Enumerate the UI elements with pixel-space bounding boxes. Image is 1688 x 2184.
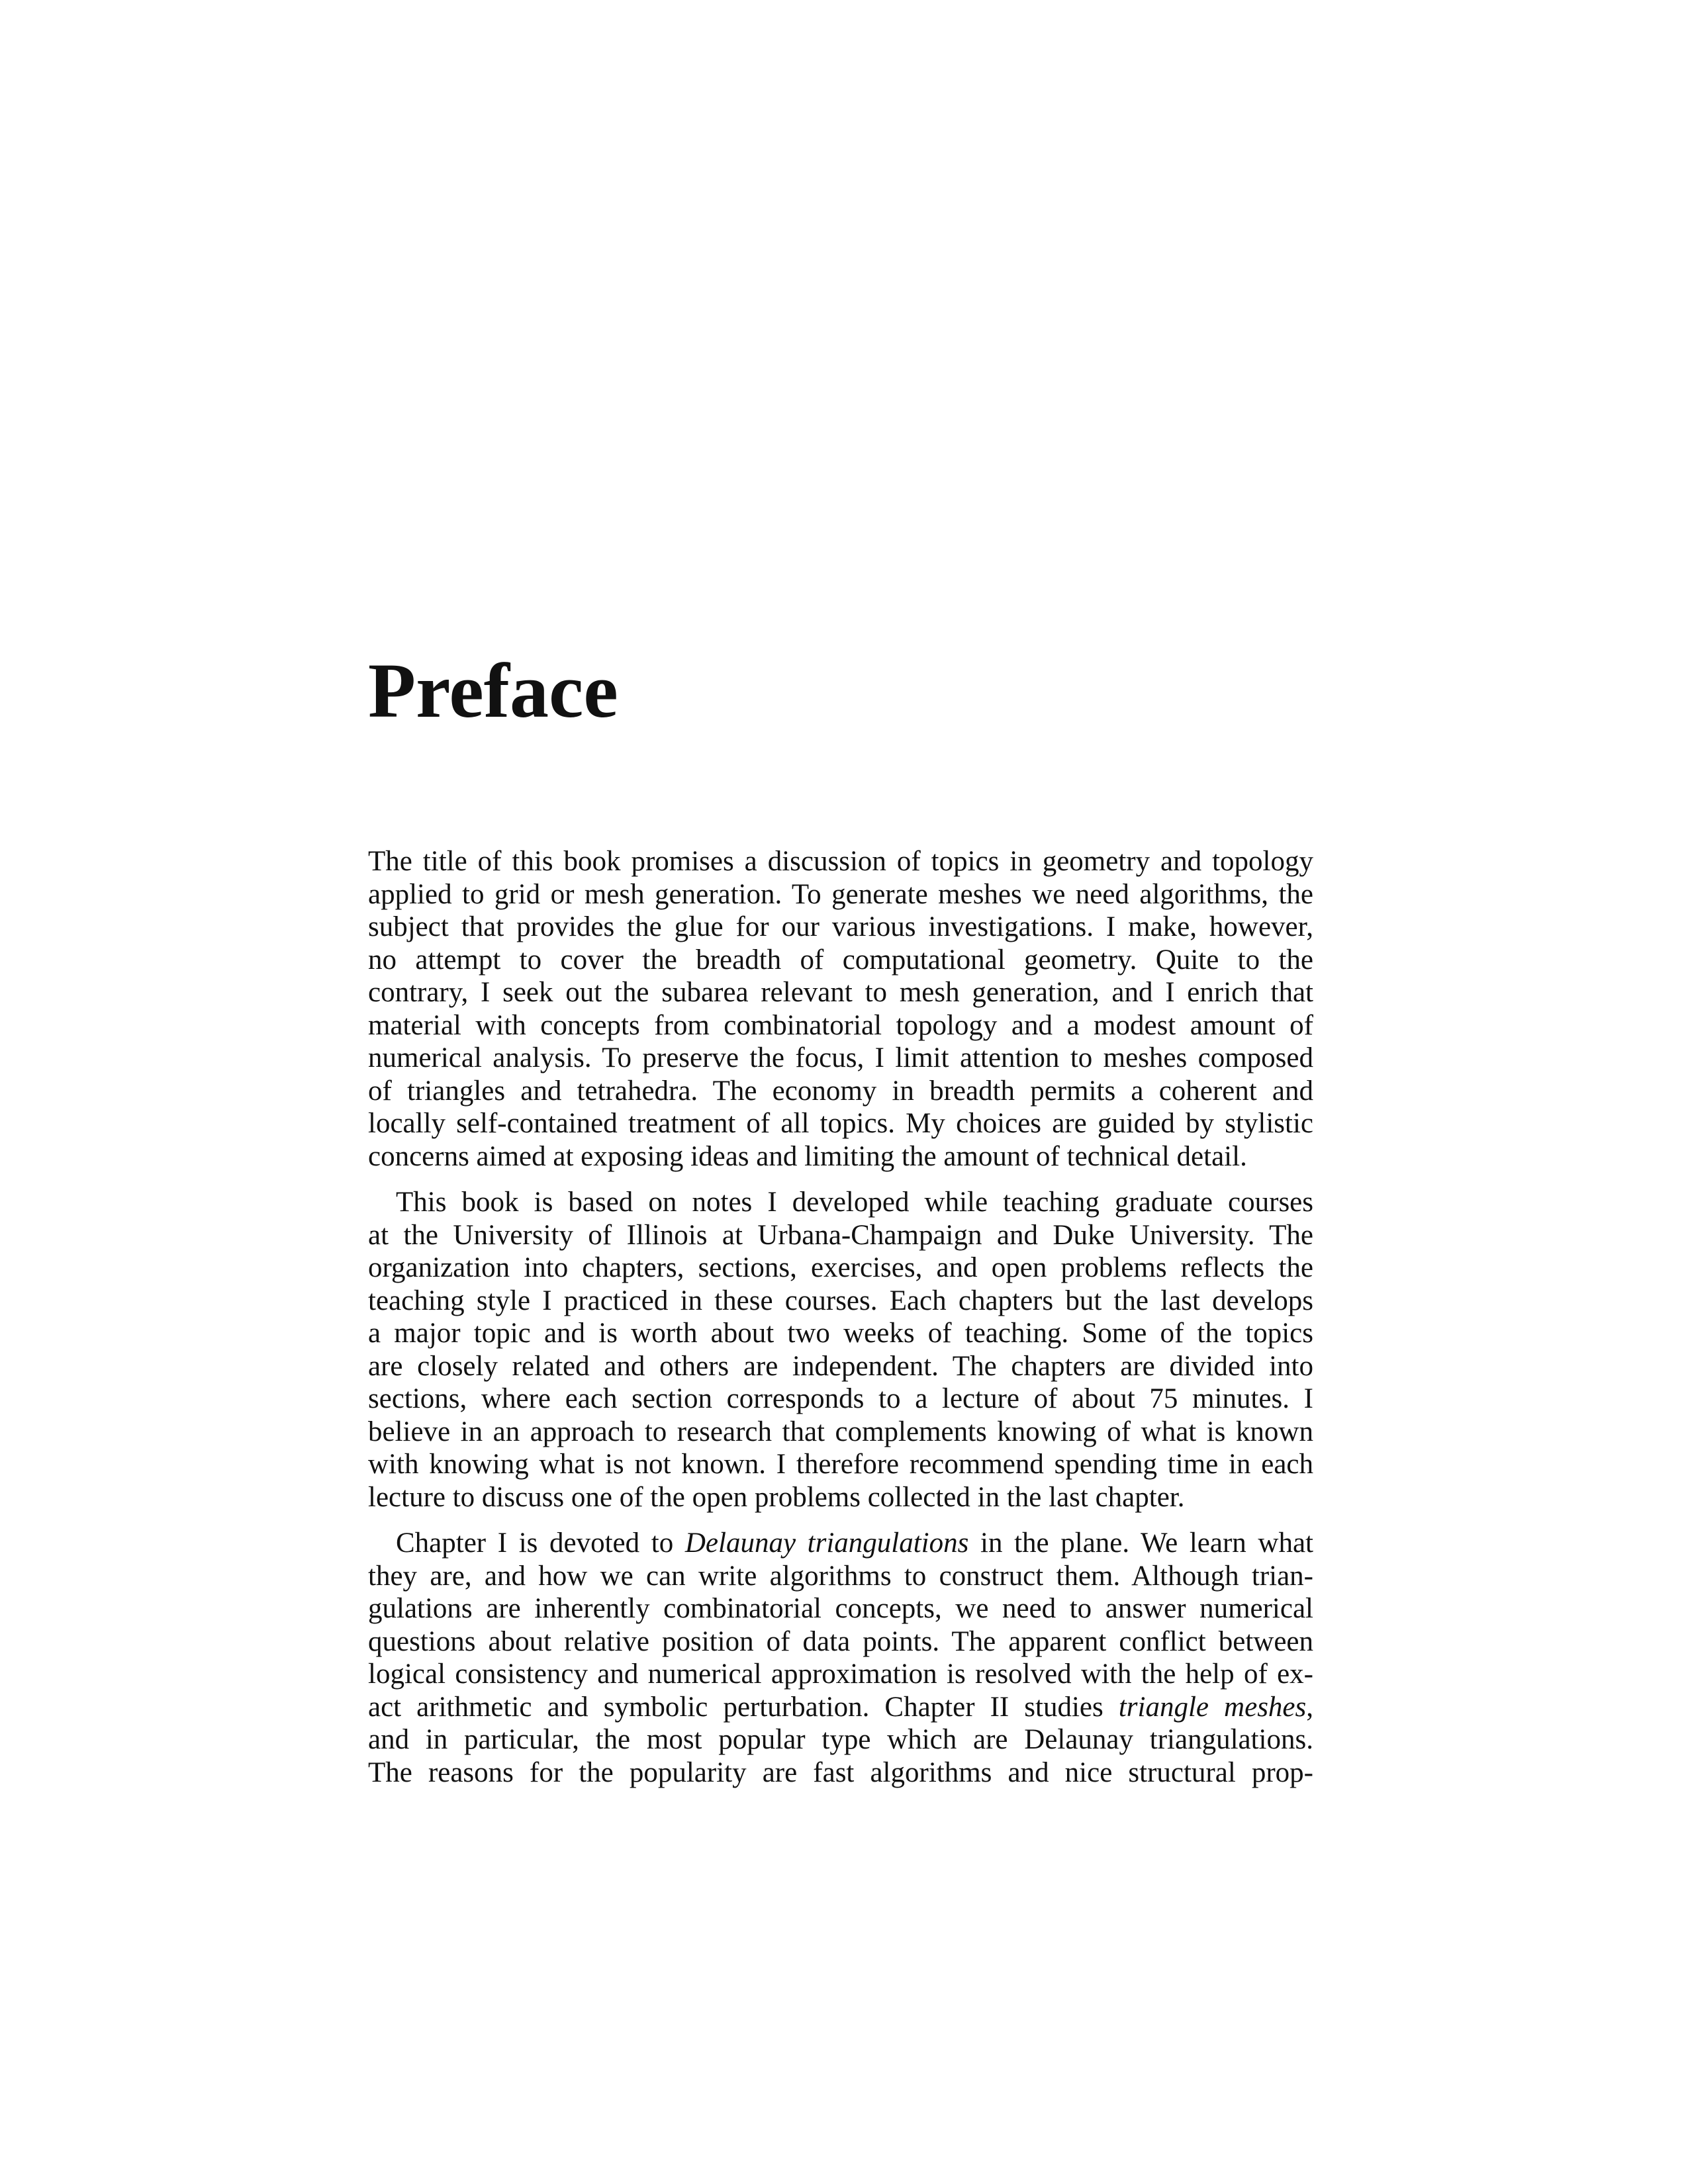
- text-run: they are, and how we can write algorithms to construct them. Although trian-: [368, 1560, 1313, 1592]
- text-line: [368, 1448, 1313, 1481]
- text-run: Chapter I is devoted to: [396, 1527, 685, 1559]
- text-run: The reasons for the popularity are fast algorithms and nice structural prop-: [368, 1756, 1313, 1788]
- text-line: [368, 1075, 1313, 1108]
- text-line: [368, 1009, 1313, 1042]
- text-line: [368, 1658, 1313, 1691]
- text-line: [368, 1592, 1313, 1625]
- text-run: are closely related and others are independent. The chapters are divided into: [368, 1350, 1313, 1382]
- text-run: logical consistency and numerical approximation is resolved with the help of ex-: [368, 1659, 1313, 1690]
- text-line: [368, 1723, 1313, 1756]
- text-run: ,: [1306, 1691, 1313, 1723]
- text-line: [368, 911, 1313, 944]
- text-run: The title of this book promises a discussion of topics in geometry and topology: [368, 846, 1313, 877]
- text-run: no attempt to cover the breadth of computational geometry. Quite to the: [368, 944, 1313, 976]
- text-line: [368, 944, 1313, 977]
- text-run: gulations are inherently combinatorial concepts, we need to answer numerical: [368, 1593, 1313, 1624]
- text-run: questions about relative position of data points. The apparent conflict between: [368, 1625, 1313, 1657]
- text-run: a major topic and is worth about two weeks of teaching. Some of the topics: [368, 1318, 1313, 1349]
- text-run: applied to grid or mesh generation. To generate meshes we need algorithms, the: [368, 878, 1313, 910]
- text-run: locally self-contained treatment of all topics. My choices are guided by stylistic: [368, 1108, 1313, 1139]
- text-line: [368, 878, 1313, 911]
- text-line: [368, 1285, 1313, 1318]
- emphasized-text: triangle meshes: [1118, 1691, 1307, 1723]
- text-run: of triangles and tetrahedra. The economy in breadth permits a coherent and: [368, 1075, 1313, 1107]
- text-run: in the plane. We learn what: [968, 1527, 1313, 1559]
- text-line: [368, 1527, 1313, 1560]
- text-line: [368, 1560, 1313, 1593]
- text-line: [368, 976, 1313, 1009]
- paragraph: [368, 1527, 1313, 1789]
- text-run: concerns aimed at exposing ideas and limiting the amount of technical detail.: [368, 1140, 1247, 1172]
- text-line: [368, 1416, 1313, 1449]
- text-run: This book is based on notes I developed while teaching graduate courses: [396, 1187, 1313, 1218]
- text-run: with knowing what is not known. I therefore recommend spending time in each: [368, 1449, 1313, 1480]
- text-line: [368, 1251, 1313, 1285]
- text-line: [368, 1317, 1313, 1350]
- paragraph: [368, 1186, 1313, 1514]
- text-line: [368, 845, 1313, 878]
- emphasized-text: Delaunay triangulations: [684, 1527, 969, 1559]
- text-line: [368, 1481, 1313, 1514]
- text-run: at the University of Illinois at Urbana-Champaign and Duke University. The: [368, 1219, 1313, 1251]
- page-title: Preface: [368, 647, 618, 734]
- text-run: subject that provides the glue for our various investigations. I make, however,: [368, 911, 1313, 942]
- text-line: [368, 1186, 1313, 1219]
- paragraph: [368, 845, 1313, 1173]
- text-run: organization into chapters, sections, exercises, and open problems reflects the: [368, 1252, 1313, 1283]
- text-line: [368, 1625, 1313, 1659]
- text-line: [368, 1042, 1313, 1075]
- text-run: contrary, I seek out the subarea relevant to mesh generation, and I enrich that: [368, 977, 1313, 1008]
- text-run: sections, where each section corresponds to a lecture of about 75 minutes. I: [368, 1383, 1313, 1414]
- text-line: [368, 1107, 1313, 1140]
- text-run: lecture to discuss one of the open problems collected in the last chapter.: [368, 1481, 1185, 1513]
- text-run: and in particular, the most popular type which are Delaunay triangulations.: [368, 1724, 1313, 1755]
- text-run: teaching style I practiced in these courses. Each chapters but the last develops: [368, 1285, 1313, 1316]
- text-line: [368, 1219, 1313, 1252]
- text-run: material with concepts from combinatorial topology and a modest amount of: [368, 1009, 1313, 1041]
- text-line: [368, 1383, 1313, 1416]
- text-run: act arithmetic and symbolic perturbation. Chapter II studies: [368, 1691, 1119, 1723]
- preface-body: [368, 845, 1313, 1789]
- text-line: [368, 1691, 1313, 1724]
- text-run: numerical analysis. To preserve the focus, I limit attention to meshes composed: [368, 1042, 1313, 1073]
- text-line: [368, 1140, 1313, 1173]
- text-line: [368, 1756, 1313, 1790]
- text-line: [368, 1350, 1313, 1383]
- text-run: believe in an approach to research that complements knowing of what is known: [368, 1416, 1313, 1447]
